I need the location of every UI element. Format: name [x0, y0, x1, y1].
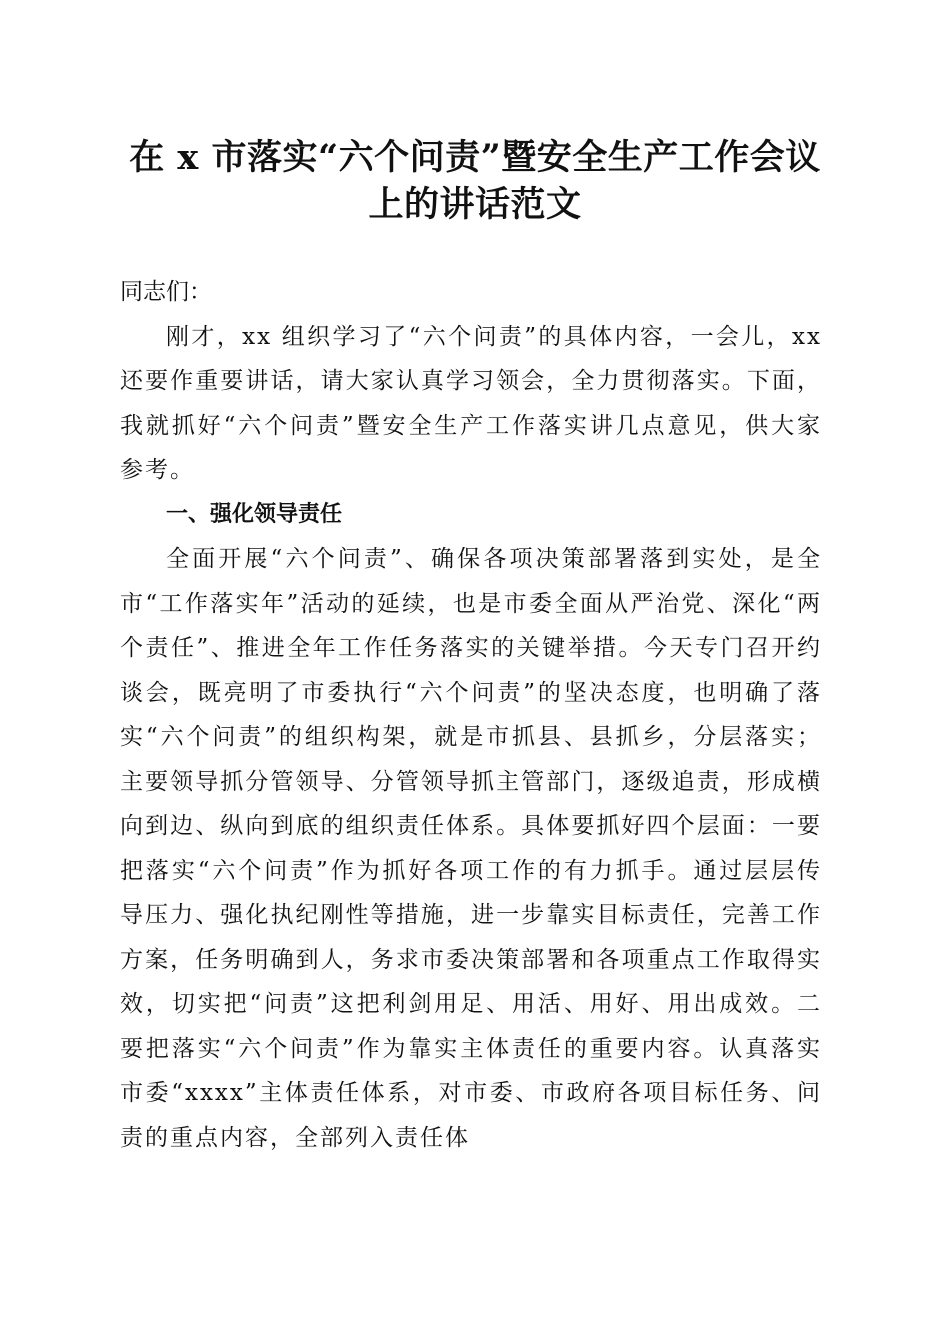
salutation: 同志们： — [120, 279, 212, 305]
paragraph-intro: 刚才，xx 组织学习了“六个问责”的具体内容，一会儿，xx 还要作重要讲话，请大家认真学习领会，全力贯彻落实。下面，我就抓好“六个问责”暨安全生产工作落实讲几点意见，供大家参考。 — [120, 323, 822, 483]
document-title-line-1: 在 x 市落实“六个问责”暨安全生产工作会议 — [129, 137, 821, 178]
section-heading-1: 一、强化领导责任 — [166, 501, 343, 527]
paragraph-section-1: 全面开展“六个问责”、确保各项决策部署落到实处，是全市“工作落实年”活动的延续，也是市委全面从严治党、深化“两个责任”、推进全年工作任务落实的关键举措。今天专门召开约谈会，既亮明了市委执行“六个问责”的坚决态度，也明确了落实“六个问责”的组织构架，就是市抓县、县抓乡，分层落实；主要领导抓分管领导、分管领导抓主管部门，逐级追责，形成横向到边、纵向到底的组织责任体系。具体要抓好四个层面：一要把落实“六个问责”作为抓好各项工作的有力抓手。通过层层传导压力、强化执纪刚性等措施，进一步靠实目标责任，完善工作方案，任务明确到人，务求市委决策部署和各项重点工作取得实效，切实把“问责”这把利剑用足、用活、用好、用出成效。二要把落实“六个问责”作为靠实主体责任的重要内容。认真落实市委“xxxx”主体责任体系，对市委、市政府各项目标任务、问责的重点内容，全部列入责任体 — [120, 546, 822, 1151]
document-title-line-2: 上的讲话范文 — [368, 184, 582, 225]
document-body — [120, 270, 822, 1160]
